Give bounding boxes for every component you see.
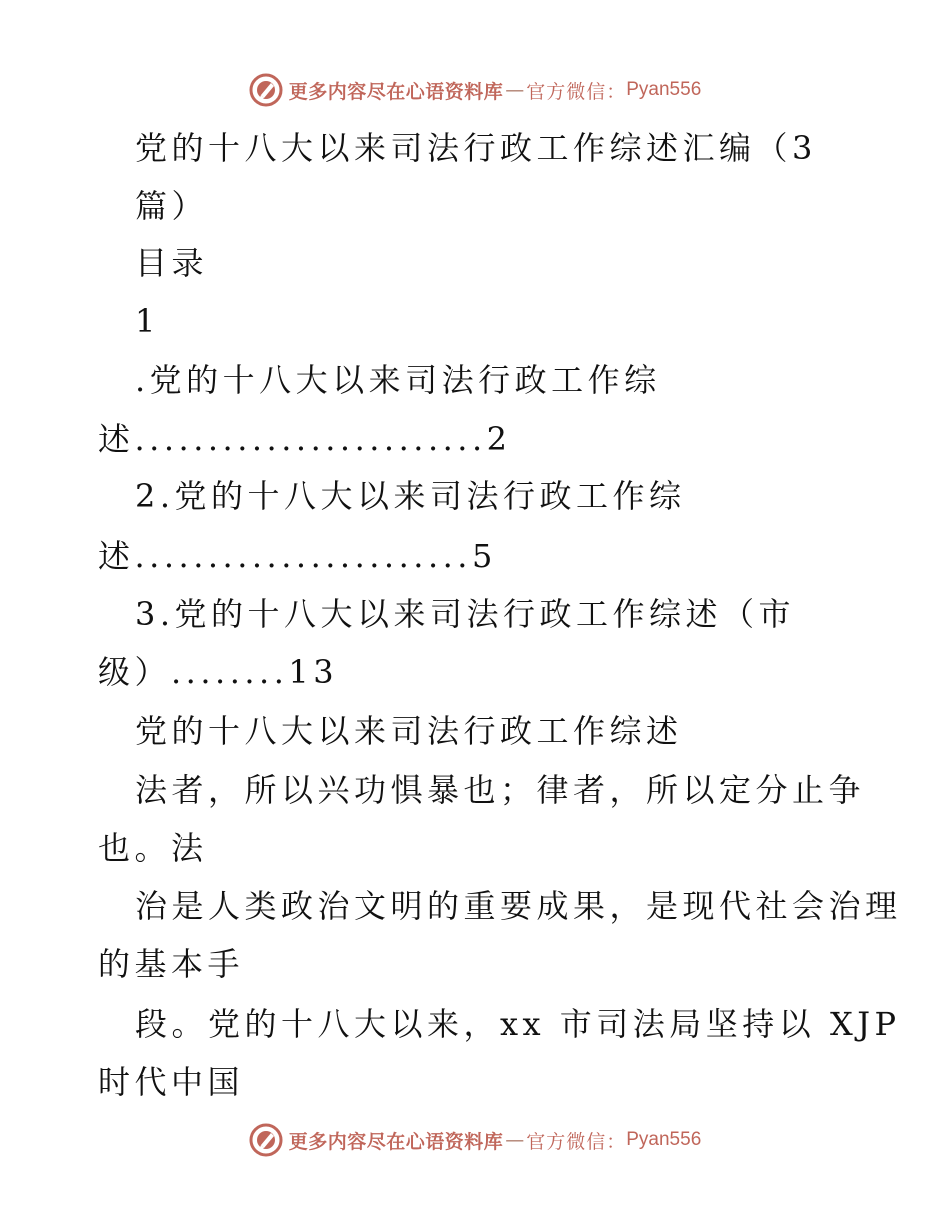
toc-heading: 目录 <box>135 244 209 282</box>
toc-entry-1-leader: 述........................2 <box>98 420 512 458</box>
watermark-text: 更多内容尽在心语资料库 <box>288 1130 504 1153</box>
paragraph-line: 的基本手 <box>98 945 245 983</box>
footer-watermark <box>0 1120 950 1160</box>
toc-entry-2-leader: 述.......................5 <box>98 537 497 575</box>
toc-entry-3-leader: 级）........13 <box>98 653 339 691</box>
section-heading: 党的十八大以来司法行政工作综述 <box>135 712 683 750</box>
paragraph-line: 治是人类政治文明的重要成果，是现代社会治理 <box>135 887 902 925</box>
document-title: 党的十八大以来司法行政工作综述汇编（3 <box>135 129 817 167</box>
pen-logo-icon <box>249 1123 283 1157</box>
pen-logo-icon <box>249 73 283 107</box>
watermark-wechat-id: Pyan556 <box>626 1129 702 1150</box>
toc-entry-3: 3.党的十八大以来司法行政工作综述（市 <box>135 595 796 633</box>
paragraph-line: 也。法 <box>98 829 208 867</box>
toc-entry-1: .党的十八大以来司法行政工作综 <box>135 361 661 399</box>
watermark-wechat-label: 官方微信： <box>526 80 627 103</box>
paragraph-line: 段。党的十八大以来，xx 市司法局坚持以 XJP <box>135 1005 901 1043</box>
toc-number: 1 <box>135 302 160 340</box>
document-title-cont: 篇） <box>135 187 209 225</box>
watermark-separator: — <box>505 79 525 101</box>
toc-entry-2: 2.党的十八大以来司法行政工作综 <box>135 477 686 515</box>
watermark-wechat-id: Pyan556 <box>626 79 702 100</box>
watermark-separator: — <box>505 1129 525 1151</box>
watermark-wechat-label: 官方微信： <box>526 1130 627 1153</box>
header-watermark <box>0 70 950 110</box>
paragraph-line: 法者，所以兴功惧暴也；律者，所以定分止争 <box>135 771 866 809</box>
paragraph-line: 时代中国 <box>98 1063 245 1101</box>
watermark-text: 更多内容尽在心语资料库 <box>288 80 504 103</box>
